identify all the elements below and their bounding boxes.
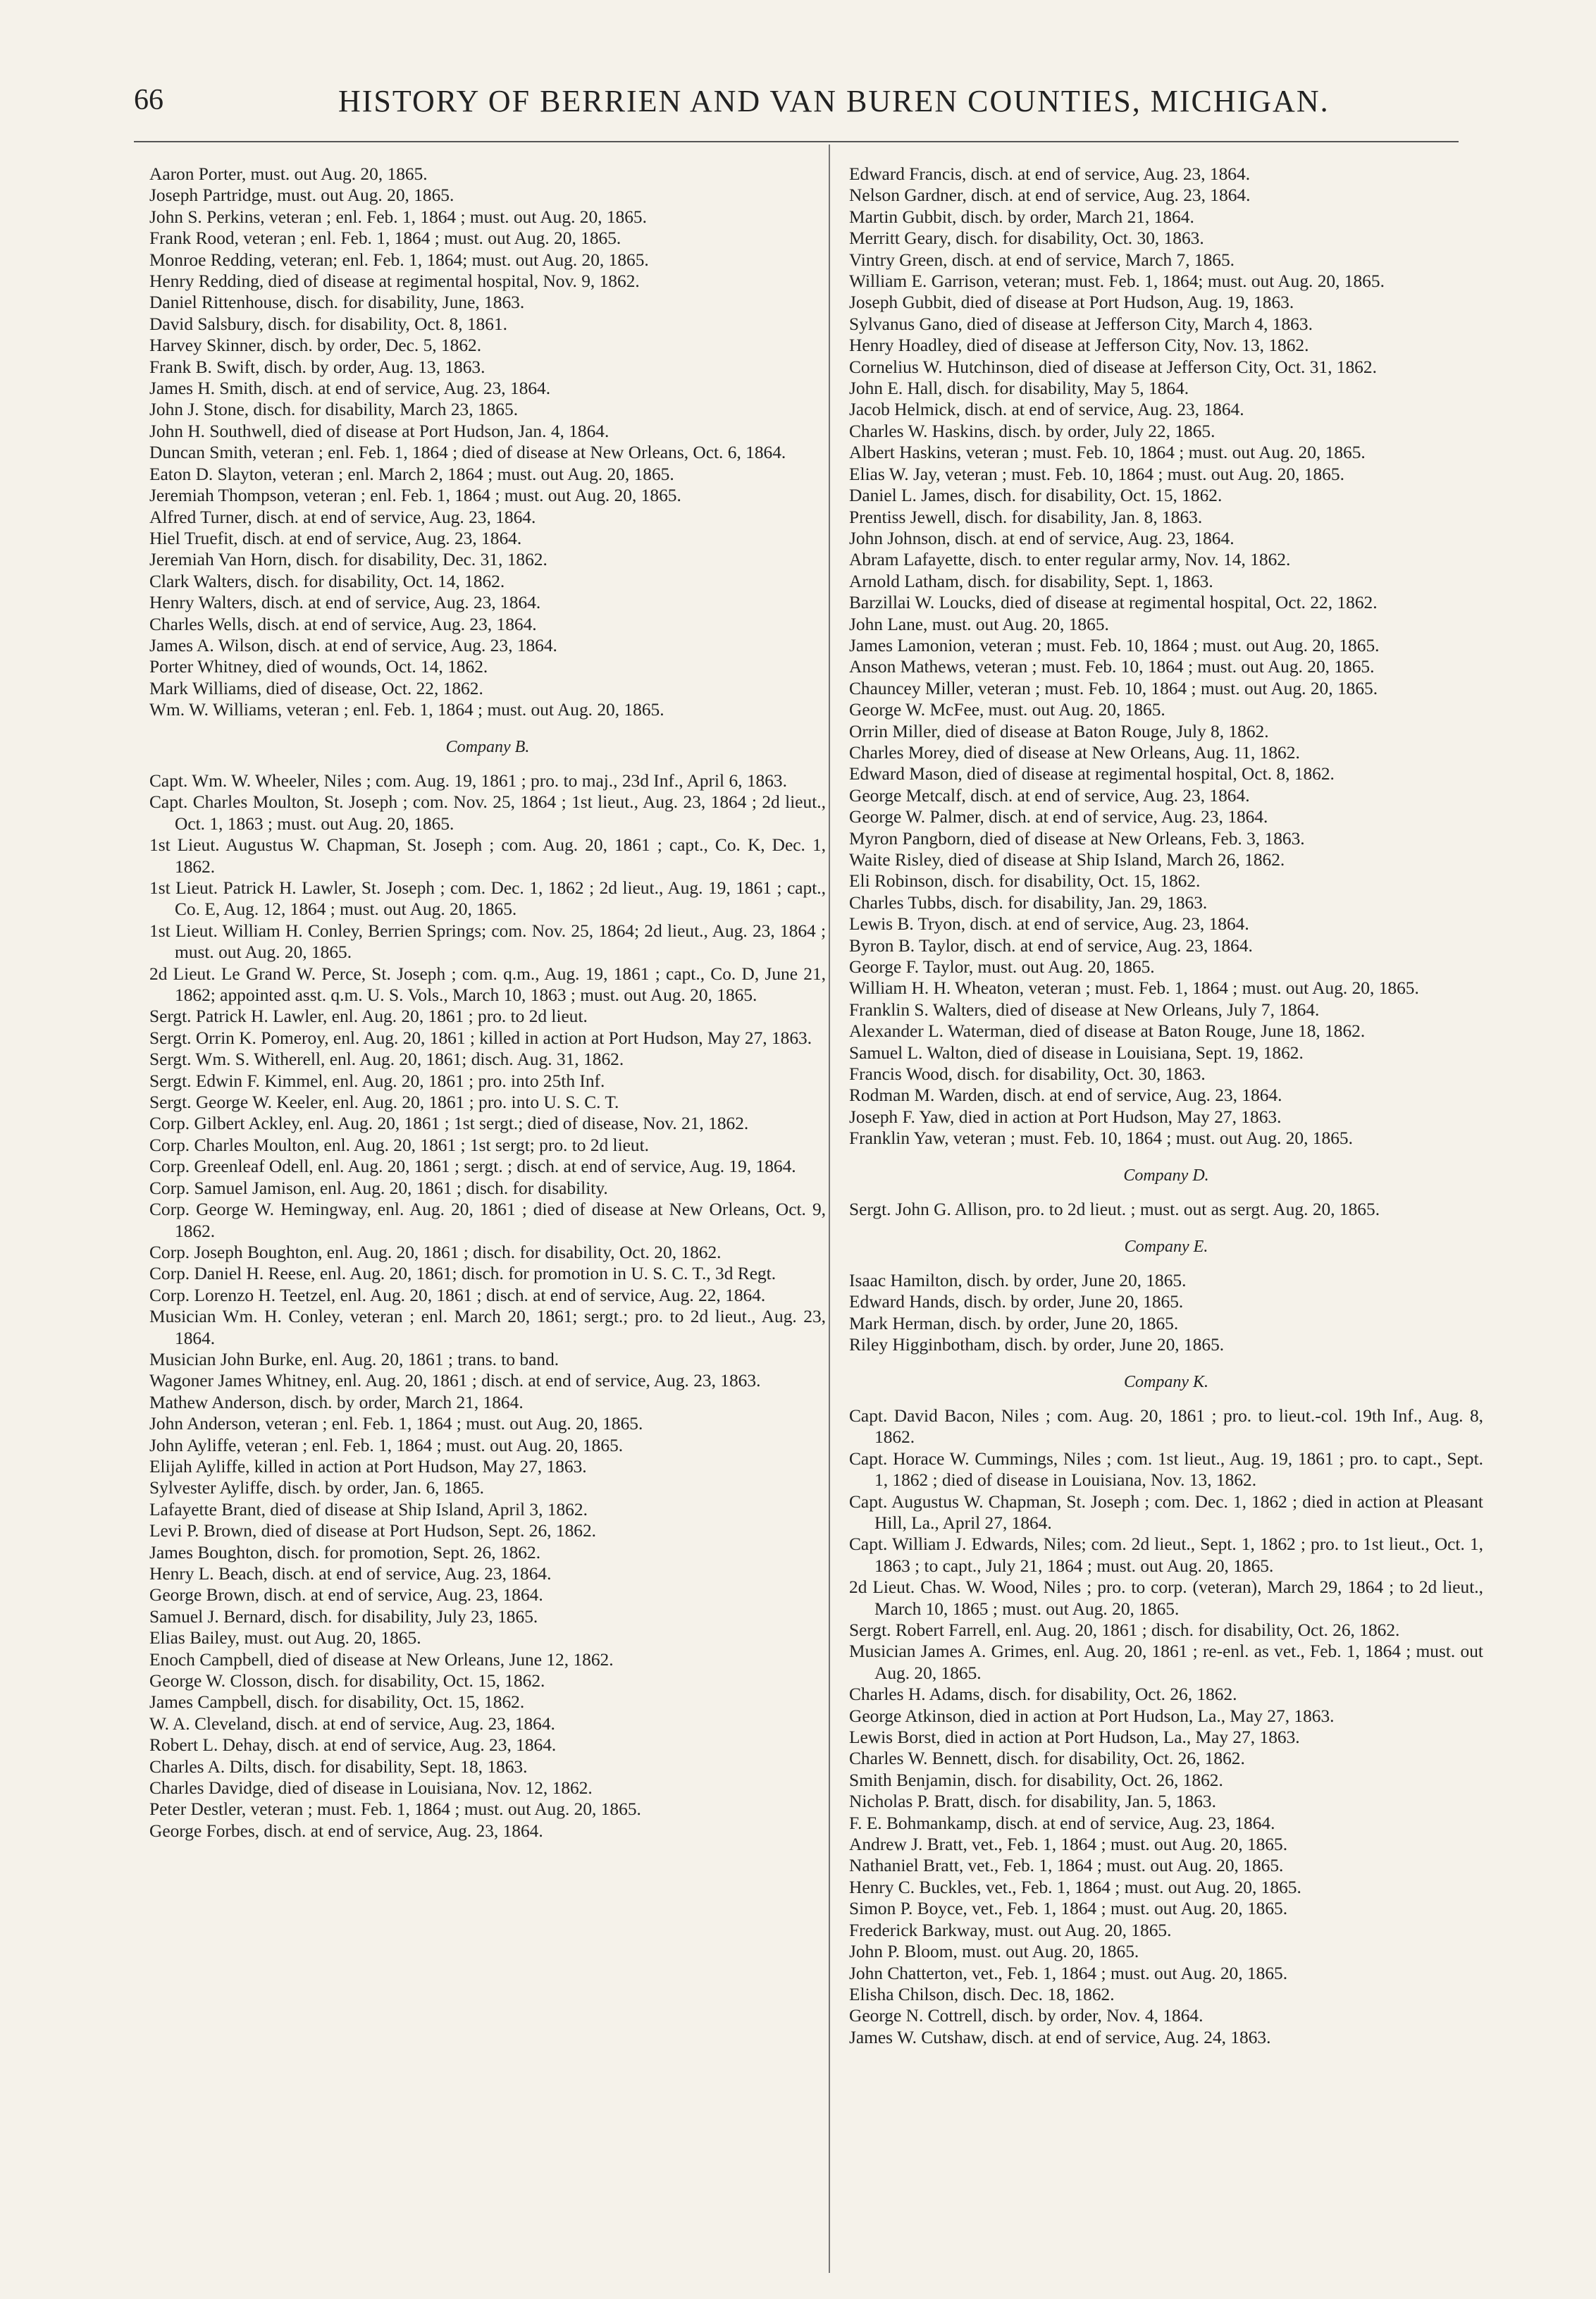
roster-entry: William E. Garrison, veteran; must. Feb. 1, 1864; must. out Aug. 20, 1865. (849, 271, 1385, 292)
roster-entry: George N. Cottrell, disch. by order, Nov. 4, 1864. (849, 2006, 1204, 2026)
roster-entry: Edward Francis, disch. at end of service, Aug. 23, 1864. (849, 164, 1251, 184)
roster-entry: Capt. Augustus W. Chapman, St. Joseph ; com. Dec. 1, 1862 ; died in action at Pleasant Hill, La., April 27, 1864. (849, 1491, 1483, 1533)
roster-entry: Henry Walters, disch. at end of service, Aug. 23, 1864. (149, 593, 541, 613)
roster-entry: Harvey Skinner, disch. by order, Dec. 5, 1862. (149, 335, 482, 356)
roster-entry: Charles Davidge, died of disease in Louisiana, Nov. 12, 1862. (149, 1778, 593, 1799)
roster-entry: Daniel Rittenhouse, disch. for disability, June, 1863. (149, 292, 525, 313)
roster-entry: 1st Lieut. Augustus W. Chapman, St. Joseph ; com. Aug. 20, 1861 ; capt., Co. K, Dec. 1, 1862. (149, 835, 826, 877)
roster-entry: Elias W. Jay, veteran ; must. Feb. 10, 1864 ; must. out Aug. 20, 1865. (849, 464, 1344, 484)
roster-entry: Capt. Horace W. Cummings, Niles ; com. 1st lieut., Aug. 19, 1861 ; pro. to capt., Sept. 1, 1862 ; died of disease in Louisiana, Nov. 13, 1862. (849, 1448, 1483, 1491)
roster-entry: Simon P. Boyce, vet., Feb. 1, 1864 ; must. out Aug. 20, 1865. (849, 1899, 1288, 1919)
roster-entry: Albert Haskins, veteran ; must. Feb. 10, 1864 ; must. out Aug. 20, 1865. (849, 443, 1366, 463)
roster-entry: Charles Tubbs, disch. for disability, Jan. 29, 1863. (849, 892, 1208, 913)
roster-entry: 1st Lieut. Patrick H. Lawler, St. Joseph ; com. Dec. 1, 1862 ; 2d lieut., Aug. 19, 1861 ; capt., Co. E, Aug. 12, 1864 ; must. out Aug. 20, 1865. (149, 878, 826, 920)
roster-entry: George W. Closson, disch. for disability, Oct. 15, 1862. (149, 1671, 545, 1691)
roster-entry: Riley Higginbotham, disch. by order, June 20, 1865. (849, 1335, 1225, 1355)
roster-entry: Charles Morey, died of disease at New Orleans, Aug. 11, 1862. (849, 742, 1300, 763)
roster-entry: Musician John Burke, enl. Aug. 20, 1861 ; trans. to band. (149, 1349, 559, 1369)
roster-entry: Monroe Redding, veteran; enl. Feb. 1, 1864; must. out Aug. 20, 1865. (149, 249, 649, 270)
roster-entry: Henry C. Buckles, vet., Feb. 1, 1864 ; must. out Aug. 20, 1865. (849, 1877, 1301, 1897)
header-rule (134, 141, 1459, 142)
roster-entry: Duncan Smith, veteran ; enl. Feb. 1, 1864 ; died of disease at New Orleans, Oct. 6, 1864. (149, 443, 786, 463)
roster-entry: George F. Taylor, must. out Aug. 20, 1865. (849, 957, 1155, 978)
roster-entry: Byron B. Taylor, disch. at end of service, Aug. 23, 1864. (849, 935, 1253, 956)
roster-list (149, 770, 826, 1842)
page-number: 66 (134, 84, 163, 116)
roster-entry: Abram Lafayette, disch. to enter regular army, Nov. 14, 1862. (849, 550, 1291, 570)
roster-entry: Samuel J. Bernard, disch. for disability, July 23, 1865. (149, 1606, 538, 1627)
roster-entry: F. E. Bohmankamp, disch. at end of service, Aug. 23, 1864. (849, 1813, 1275, 1833)
roster-entry: Corp. George W. Hemingway, enl. Aug. 20, 1861 ; died of disease at New Orleans, Oct. 9, 1862. (149, 1200, 826, 1241)
roster-entry: Barzillai W. Loucks, died of disease at regimental hospital, Oct. 22, 1862. (849, 593, 1378, 613)
roster-entry: Mathew Anderson, disch. by order, March 21, 1864. (149, 1392, 524, 1412)
roster-entry: Levi P. Brown, died of disease at Port Hudson, Sept. 26, 1862. (149, 1521, 597, 1541)
roster-entry: Elias Bailey, must. out Aug. 20, 1865. (149, 1628, 421, 1648)
roster-entry: George Brown, disch. at end of service, Aug. 23, 1864. (149, 1585, 543, 1605)
roster-entry: Jeremiah Van Horn, disch. for disability, Dec. 31, 1862. (149, 550, 548, 570)
roster-entry: Smith Benjamin, disch. for disability, Oct. 26, 1862. (849, 1770, 1223, 1790)
roster-entry: Francis Wood, disch. for disability, Oct. 30, 1863. (849, 1064, 1206, 1085)
roster-entry: Sergt. Wm. S. Witherell, enl. Aug. 20, 1861; disch. Aug. 31, 1862. (149, 1049, 624, 1070)
roster-entry: Corp. Samuel Jamison, enl. Aug. 20, 1861 ; disch. for disability. (149, 1178, 608, 1198)
roster-entry: Waite Risley, died of disease at Ship Island, March 26, 1862. (849, 850, 1285, 870)
roster-entry: Andrew J. Bratt, vet., Feb. 1, 1864 ; must. out Aug. 20, 1865. (849, 1835, 1288, 1855)
roster-list (849, 164, 1483, 1150)
roster-entry: Corp. Gilbert Ackley, enl. Aug. 20, 1861 ; 1st sergt.; died of disease, Nov. 21, 1862. (149, 1114, 749, 1134)
roster-entry: Elijah Ayliffe, killed in action at Port Hudson, May 27, 1863. (149, 1456, 587, 1477)
roster-entry: Corp. Greenleaf Odell, enl. Aug. 20, 1861 ; sergt. ; disch. at end of service, Aug. 19, 1864. (149, 1157, 796, 1177)
roster-entry: Capt. William J. Edwards, Niles; com. 2d lieut., Sept. 1, 1862 ; pro. to 1st lieut., Oct. 1, 1863 ; to capt., July 21, 1864 ; must. out Aug. 20, 1865. (849, 1534, 1483, 1576)
roster-entry: Frank B. Swift, disch. by order, Aug. 13, 1863. (149, 357, 485, 377)
column-divider (829, 144, 830, 2273)
roster-entry: Myron Pangborn, died of disease at New Orleans, Feb. 3, 1863. (849, 828, 1305, 849)
roster-entry: Corp. Lorenzo H. Teetzel, enl. Aug. 20, 1861 ; disch. at end of service, Aug. 22, 1864. (149, 1285, 766, 1305)
roster-entry: Joseph F. Yaw, died in action at Port Hudson, May 27, 1863. (849, 1107, 1282, 1127)
running-title: HISTORY OF BERRIEN AND VAN BUREN COUNTIES, MICHIGAN. (338, 84, 1330, 118)
roster-entry: James H. Smith, disch. at end of service, Aug. 23, 1864. (149, 378, 551, 399)
roster-entry: Wagoner James Whitney, enl. Aug. 20, 1861 ; disch. at end of service, Aug. 23, 1863. (149, 1371, 761, 1391)
roster-list (849, 1199, 1483, 1220)
roster-entry: 1st Lieut. William H. Conley, Berrien Springs; com. Nov. 25, 1864; 2d lieut., Aug. 23, 1864 ; must. out Aug. 20, 1865. (149, 920, 826, 963)
roster-entry: John E. Hall, disch. for disability, May 5, 1864. (849, 378, 1189, 399)
roster-entry: Joseph Partridge, must. out Aug. 20, 1865. (149, 185, 454, 206)
roster-entry: Henry L. Beach, disch. at end of service, Aug. 23, 1864. (149, 1564, 552, 1584)
roster-entry: Sergt. George W. Keeler, enl. Aug. 20, 1861 ; pro. into U. S. C. T. (149, 1092, 619, 1113)
roster-entry: Musician James A. Grimes, enl. Aug. 20, 1861 ; re-enl. as vet., Feb. 1, 1864 ; must. out Aug. 20, 1865. (849, 1641, 1483, 1683)
roster-entry: Alexander L. Waterman, died of disease at Baton Rouge, June 18, 1862. (849, 1021, 1366, 1042)
roster-entry: Robert L. Dehay, disch. at end of service, Aug. 23, 1864. (149, 1735, 557, 1756)
roster-entry: Mark Herman, disch. by order, June 20, 1865. (849, 1313, 1179, 1333)
roster-entry: Peter Destler, veteran ; must. Feb. 1, 1864 ; must. out Aug. 20, 1865. (149, 1799, 641, 1820)
roster-entry: Isaac Hamilton, disch. by order, June 20, 1865. (849, 1270, 1187, 1290)
left-column (149, 164, 826, 1842)
roster-entry: Hiel Truefit, disch. at end of service, Aug. 23, 1864. (149, 528, 522, 548)
roster-entry: Elisha Chilson, disch. Dec. 18, 1862. (849, 1984, 1115, 2004)
roster-entry: David Salsbury, disch. for disability, Oct. 8, 1861. (149, 314, 507, 334)
roster-entry: John Lane, must. out Aug. 20, 1865. (849, 614, 1109, 634)
roster-entry: Edward Hands, disch. by order, June 20, 1865. (849, 1292, 1184, 1312)
right-column (849, 164, 1483, 2048)
roster-entry: Vintry Green, disch. at end of service, March 7, 1865. (849, 249, 1235, 270)
roster-entry: James Boughton, disch. for promotion, Sept. 26, 1862. (149, 1542, 541, 1563)
roster-entry: Clark Walters, disch. for disability, Oct. 14, 1862. (149, 571, 505, 591)
roster-entry: Franklin S. Walters, died of disease at New Orleans, July 7, 1864. (849, 999, 1320, 1020)
roster-entry: Anson Mathews, veteran ; must. Feb. 10, 1864 ; must. out Aug. 20, 1865. (849, 657, 1375, 677)
roster-entry: John S. Perkins, veteran ; enl. Feb. 1, 1864 ; must. out Aug. 20, 1865. (149, 207, 647, 227)
roster-entry: Sylvanus Gano, died of disease at Jefferson City, March 4, 1863. (849, 314, 1313, 334)
roster-entry: Franklin Yaw, veteran ; must. Feb. 10, 1864 ; must. out Aug. 20, 1865. (849, 1128, 1353, 1149)
page-header (134, 83, 1487, 132)
roster-entry: Corp. Joseph Boughton, enl. Aug. 20, 1861 ; disch. for disability, Oct. 20, 1862. (149, 1242, 722, 1262)
roster-entry: Sylvester Ayliffe, disch. by order, Jan. 6, 1865. (149, 1478, 485, 1498)
roster-entry: Charles W. Haskins, disch. by order, July 22, 1865. (849, 421, 1215, 441)
roster-entry: Eli Robinson, disch. for disability, Oct. 15, 1862. (849, 871, 1201, 892)
roster-entry: Merritt Geary, disch. for disability, Oct. 30, 1863. (849, 228, 1204, 249)
roster-entry: Chauncey Miller, veteran ; must. Feb. 10, 1864 ; must. out Aug. 20, 1865. (849, 678, 1378, 698)
roster-entry: Charles Wells, disch. at end of service, Aug. 23, 1864. (149, 614, 537, 634)
roster-entry: Rodman M. Warden, disch. at end of service, Aug. 23, 1864. (849, 1085, 1282, 1106)
roster-entry: Sergt. Patrick H. Lawler, enl. Aug. 20, 1861 ; pro. to 2d lieut. (149, 1006, 588, 1027)
roster-entry: Henry Redding, died of disease at regimental hospital, Nov. 9, 1862. (149, 271, 640, 292)
roster-entry: Lewis Borst, died in action at Port Hudson, La., May 27, 1863. (849, 1727, 1300, 1748)
roster-entry: Orrin Miller, died of disease at Baton Rouge, July 8, 1862. (849, 721, 1269, 741)
roster-entry: W. A. Cleveland, disch. at end of service, Aug. 23, 1864. (149, 1713, 555, 1734)
roster-entry: Lewis B. Tryon, disch. at end of service, Aug. 23, 1864. (849, 914, 1249, 935)
roster-list (149, 164, 826, 721)
roster-entry: John H. Southwell, died of disease at Port Hudson, Jan. 4, 1864. (149, 421, 610, 441)
roster-entry: Corp. Charles Moulton, enl. Aug. 20, 1861 ; 1st sergt; pro. to 2d lieut. (149, 1135, 650, 1155)
roster-entry: Capt. David Bacon, Niles ; com. Aug. 20, 1861 ; pro. to lieut.-col. 19th Inf., Aug. 8, 1862. (849, 1405, 1483, 1448)
company-heading: Company E. (1124, 1237, 1208, 1256)
roster-entry: Sergt. Edwin F. Kimmel, enl. Aug. 20, 1861 ; pro. into 25th Inf. (149, 1071, 605, 1091)
roster-entry: Musician Wm. H. Conley, veteran ; enl. March 20, 1861; sergt.; pro. to 2d lieut., Aug. 23, 1864. (149, 1307, 826, 1348)
roster-entry: Nicholas P. Bratt, disch. for disability, Jan. 5, 1863. (849, 1792, 1216, 1812)
roster-entry: John Anderson, veteran ; enl. Feb. 1, 1864 ; must. out Aug. 20, 1865. (149, 1414, 643, 1434)
roster-list (849, 1270, 1483, 1356)
roster-entry: John P. Bloom, must. out Aug. 20, 1865. (849, 1942, 1139, 1962)
roster-entry: James Lamonion, veteran ; must. Feb. 10, 1864 ; must. out Aug. 20, 1865. (849, 635, 1380, 655)
roster-entry: Samuel L. Walton, died of disease in Louisiana, Sept. 19, 1862. (849, 1042, 1304, 1063)
roster-entry: Edward Mason, died of disease at regimental hospital, Oct. 8, 1862. (849, 764, 1335, 784)
roster-entry: John Johnson, disch. at end of service, Aug. 23, 1864. (849, 528, 1235, 548)
roster-entry: George Atkinson, died in action at Port Hudson, La., May 27, 1863. (849, 1706, 1335, 1726)
roster-entry: George W. McFee, must. out Aug. 20, 1865. (849, 700, 1165, 720)
roster-entry: Capt. Charles Moulton, St. Joseph ; com. Nov. 25, 1864 ; 1st lieut., Aug. 23, 1864 ; 2d lieut., Oct. 1, 1863 ; must. out Aug. 20, 1865. (149, 792, 826, 834)
roster-entry: George Metcalf, disch. at end of service, Aug. 23, 1864. (849, 785, 1250, 806)
roster-entry: Corp. Daniel H. Reese, enl. Aug. 20, 1861; disch. for promotion in U. S. C. T., 3d Regt. (149, 1264, 777, 1284)
roster-entry: Cornelius W. Hutchinson, died of disease at Jefferson City, Oct. 31, 1862. (849, 357, 1377, 377)
roster-entry: John Ayliffe, veteran ; enl. Feb. 1, 1864 ; must. out Aug. 20, 1865. (149, 1435, 624, 1455)
roster-entry: Alfred Turner, disch. at end of service, Aug. 23, 1864. (149, 507, 536, 527)
roster-entry: Capt. Wm. W. Wheeler, Niles ; com. Aug. 19, 1861 ; pro. to maj., 23d Inf., April 6, 1863. (149, 770, 787, 791)
roster-entry: Sergt. John G. Allison, pro. to 2d lieut. ; must. out as sergt. Aug. 20, 1865. (849, 1200, 1380, 1220)
roster-entry: Mark Williams, died of disease, Oct. 22, 1862. (149, 678, 483, 698)
roster-entry: George W. Palmer, disch. at end of service, Aug. 23, 1864. (849, 807, 1268, 827)
roster-entry: Lafayette Brant, died of disease at Ship Island, April 3, 1862. (149, 1499, 588, 1520)
company-heading: Company K. (1124, 1372, 1208, 1391)
roster-entry: Wm. W. Williams, veteran ; enl. Feb. 1, 1864 ; must. out Aug. 20, 1865. (149, 700, 664, 720)
roster-entry: Sergt. Robert Farrell, enl. Aug. 20, 1861 ; disch. for disability, Oct. 26, 1862. (849, 1620, 1400, 1640)
roster-entry: Daniel L. James, disch. for disability, Oct. 15, 1862. (849, 486, 1223, 506)
roster-entry: James A. Wilson, disch. at end of service, Aug. 23, 1864. (149, 635, 557, 655)
roster-entry: Frederick Barkway, must. out Aug. 20, 1865. (849, 1920, 1172, 1940)
roster-entry: Charles H. Adams, disch. for disability, Oct. 26, 1862. (849, 1684, 1237, 1705)
roster-entry: Nelson Gardner, disch. at end of service, Aug. 23, 1864. (849, 185, 1251, 206)
roster-entry: Sergt. Orrin K. Pomeroy, enl. Aug. 20, 1861 ; killed in action at Port Hudson, May 27, 1863. (149, 1028, 812, 1048)
roster-entry: Charles W. Bennett, disch. for disability, Oct. 26, 1862. (849, 1749, 1245, 1769)
roster-entry: Aaron Porter, must. out Aug. 20, 1865. (149, 164, 428, 184)
roster-entry: Eaton D. Slayton, veteran ; enl. March 2, 1864 ; must. out Aug. 20, 1865. (149, 464, 674, 484)
roster-entry: Porter Whitney, died of wounds, Oct. 14, 1862. (149, 657, 488, 677)
roster-entry: William H. H. Wheaton, veteran ; must. Feb. 1, 1864 ; must. out Aug. 20, 1865. (849, 978, 1419, 999)
roster-entry: Jeremiah Thompson, veteran ; enl. Feb. 1, 1864 ; must. out Aug. 20, 1865. (149, 486, 681, 506)
roster-entry: John Chatterton, vet., Feb. 1, 1864 ; must. out Aug. 20, 1865. (849, 1963, 1288, 1983)
roster-entry: Joseph Gubbit, died of disease at Port Hudson, Aug. 19, 1863. (849, 292, 1294, 313)
company-heading: Company D. (1123, 1166, 1209, 1185)
roster-entry: 2d Lieut. Le Grand W. Perce, St. Joseph ; com. q.m., Aug. 19, 1861 ; capt., Co. D, June 21, 1862; appointed asst. q.m. U. S. Vols., March 10, 1863 ; must. out Aug. 20, 1865. (149, 963, 826, 1006)
roster-entry: Jacob Helmick, disch. at end of service, Aug. 23, 1864. (849, 400, 1244, 420)
roster-entry: Prentiss Jewell, disch. for disability, Jan. 8, 1863. (849, 507, 1203, 527)
roster-entry: James Campbell, disch. for disability, Oct. 15, 1862. (149, 1692, 525, 1713)
roster-entry: Enoch Campbell, died of disease at New Orleans, June 12, 1862. (149, 1649, 614, 1670)
roster-entry: 2d Lieut. Chas. W. Wood, Niles ; pro. to corp. (veteran), March 29, 1864 ; to 2d lieut., March 10, 1865 ; must. out Aug. 20, 1865. (849, 1577, 1483, 1619)
company-heading: Company B. (445, 737, 530, 756)
roster-entry: Arnold Latham, disch. for disability, Sept. 1, 1863. (849, 571, 1213, 591)
roster-entry: Henry Hoadley, died of disease at Jefferson City, Nov. 13, 1862. (849, 335, 1309, 356)
roster-entry: Frank Rood, veteran ; enl. Feb. 1, 1864 ; must. out Aug. 20, 1865. (149, 228, 621, 249)
roster-entry: Nathaniel Bratt, vet., Feb. 1, 1864 ; must. out Aug. 20, 1865. (849, 1856, 1284, 1876)
roster-list (849, 1405, 1483, 2048)
roster-entry: Charles A. Dilts, disch. for disability, Sept. 18, 1863. (149, 1756, 528, 1777)
roster-entry: Martin Gubbit, disch. by order, March 21, 1864. (849, 207, 1194, 227)
roster-entry: John J. Stone, disch. for disability, March 23, 1865. (149, 400, 519, 420)
roster-entry: George Forbes, disch. at end of service, Aug. 23, 1864. (149, 1820, 543, 1841)
roster-entry: James W. Cutshaw, disch. at end of service, Aug. 24, 1863. (849, 2027, 1271, 2047)
